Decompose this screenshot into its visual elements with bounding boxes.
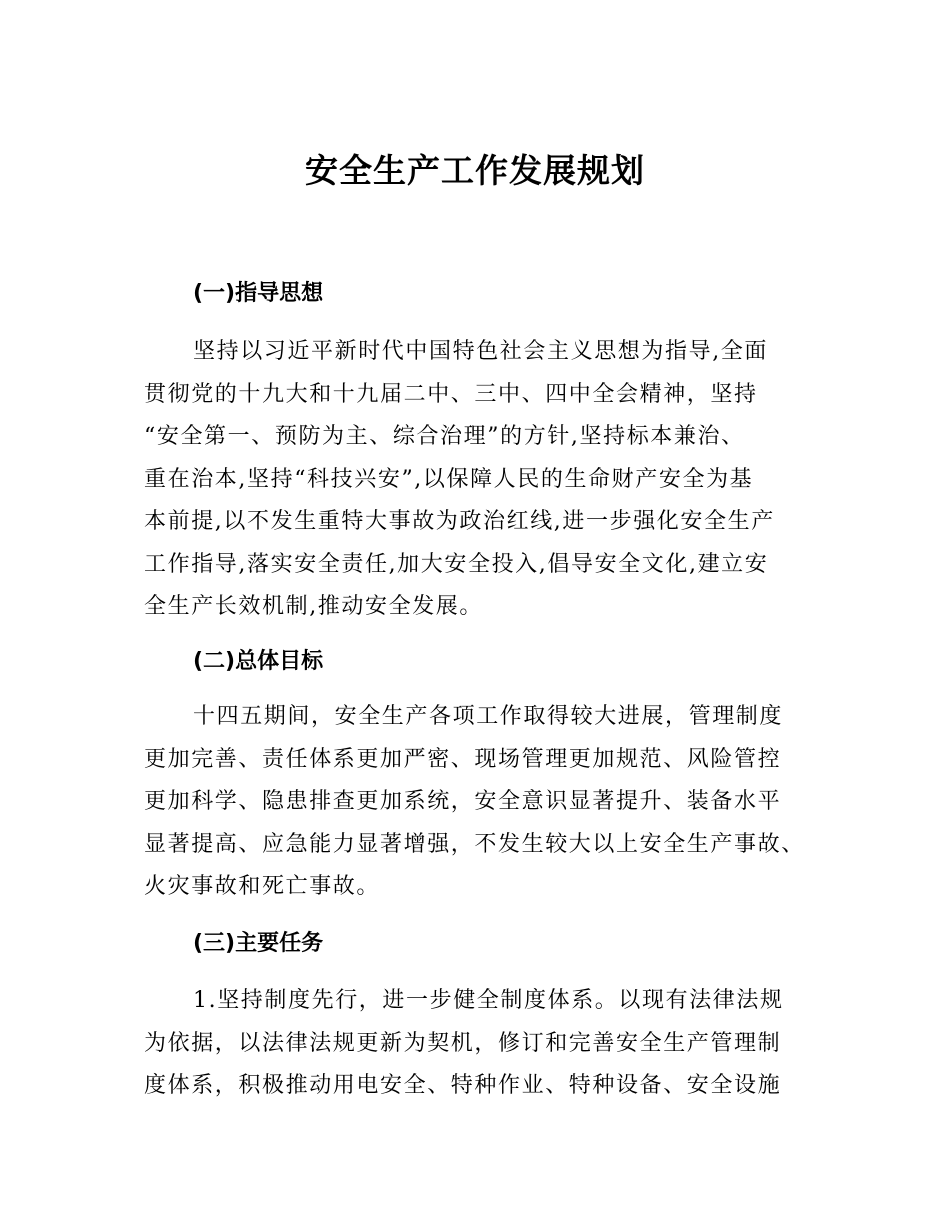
paragraph-line: 火灾事故和死亡事故。 [144,874,381,899]
section-paragraph-guiding-ideology [144,331,834,629]
section-heading-overall-goal: (二)总体目标 [193,649,324,674]
paragraph-line: 更加完善、责任体系更加严密、现场管理更加规范、风险管控 [144,746,782,772]
paragraph-line: 为依据，以法律法规更新为契机，修订和完善安全生产管理制 [144,1030,782,1056]
paragraph-line: 更加科学、隐患排查更加系统，安全意识显著提升、装备水平 [144,789,782,814]
document-title: 安全生产工作发展规划 [305,151,645,190]
paragraph-line: 工作指导,落实安全责任,加大安全投入,倡导安全文化,建立安 [144,551,769,577]
section-heading-main-tasks: (三)主要任务 [193,931,324,956]
paragraph-line: 全生产长效机制,推动安全发展。 [144,594,483,619]
paragraph-line: 贯彻党的十九大和十九届二中、三中、四中全会精神，坚持 [144,381,758,407]
paragraph-line: “安全第一、预防为主、综合治理”的方针,坚持标本兼治、 [144,424,745,449]
paragraph-line: 显著提高、应急能力显著增强，不发生较大以上安全生产事故、 [144,831,805,857]
section-paragraph-main-tasks [144,980,834,1108]
section-paragraph-overall-goal [144,696,834,909]
section-heading-guiding-ideology: (一)指导思想 [193,281,324,306]
paragraph-line: 1.坚持制度先行，进一步健全制度体系。以现有法律法规 [193,988,784,1013]
paragraph-line: 重在治本,坚持“科技兴安”,以保障人民的生命财产安全为基 [144,466,754,492]
paragraph-line: 本前提,以不发生重特大事故为政治红线,进一步强化安全生产 [144,509,775,534]
paragraph-line: 十四五期间，安全生产各项工作取得较大进展，管理制度 [193,704,784,729]
paragraph-line: 度体系，积极推动用电安全、特种作业、特种设备、安全设施 [144,1073,782,1098]
paragraph-line: 坚持以习近平新时代中国特色社会主义思想为指导,全面 [193,339,768,364]
